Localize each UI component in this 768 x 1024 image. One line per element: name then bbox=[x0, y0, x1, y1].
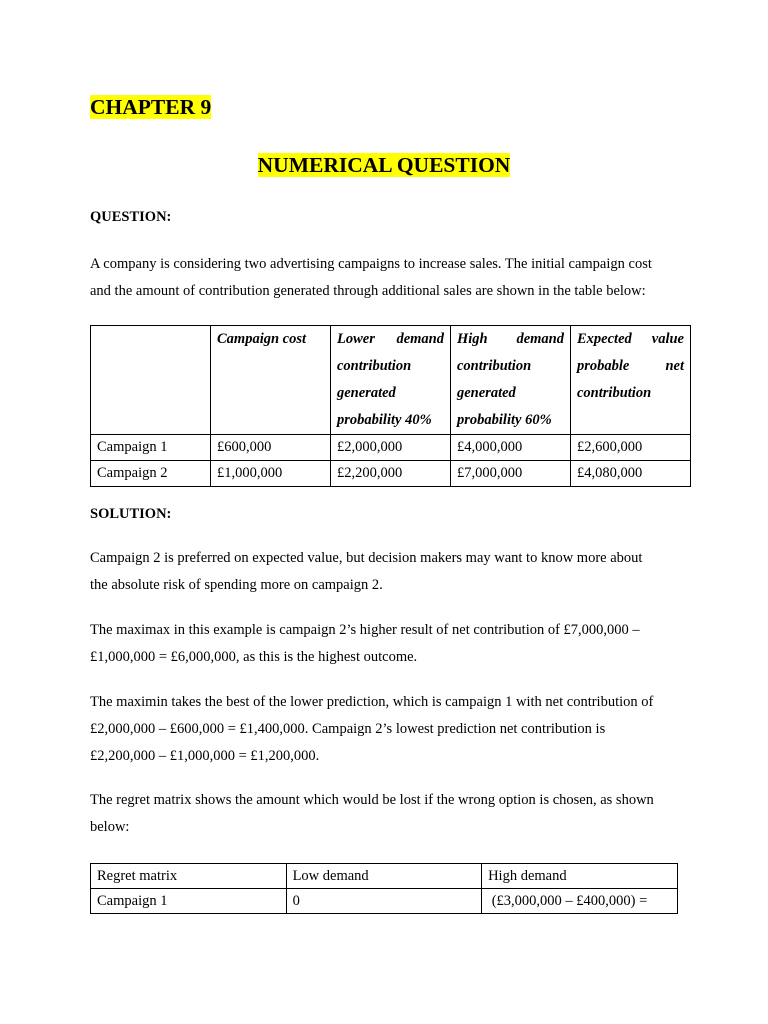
question-paragraph bbox=[90, 251, 690, 305]
solution-line: £2,000,000 – £600,000 = £1,400,000. Campaign 2’s lowest prediction net contribution is bbox=[90, 721, 606, 737]
solution-paragraph bbox=[90, 617, 690, 671]
table-header-cell: Lower demand contribution generated probability 40% bbox=[331, 326, 451, 435]
solution-line: below: bbox=[90, 819, 130, 835]
question-line: A company is considering two advertising campaigns to increase sales. The initial campaign cost bbox=[90, 256, 652, 272]
table-cell: £4,000,000 bbox=[451, 435, 571, 461]
table-cell: £600,000 bbox=[211, 435, 331, 461]
solution-line: The maximin takes the best of the lower prediction, which is campaign 1 with net contribution of bbox=[90, 694, 654, 710]
solution-line: the absolute risk of spending more on campaign 2. bbox=[90, 577, 383, 593]
chapter-heading bbox=[90, 92, 211, 122]
solution-line: The regret matrix shows the amount which would be lost if the wrong option is chosen, as shown bbox=[90, 792, 654, 808]
table-cell: £4,080,000 bbox=[571, 461, 691, 487]
table-header-row bbox=[91, 864, 678, 889]
table-cell: £2,000,000 bbox=[331, 435, 451, 461]
table-header-cell: Low demand bbox=[286, 864, 482, 889]
table-cell: 0 bbox=[286, 889, 482, 914]
table-cell: £2,600,000 bbox=[571, 435, 691, 461]
table-cell: £1,000,000 bbox=[211, 461, 331, 487]
table-header-cell: Regret matrix bbox=[91, 864, 287, 889]
table-cell: Campaign 1 bbox=[91, 435, 211, 461]
table-row bbox=[91, 461, 691, 487]
table-header-cell: Campaign cost bbox=[211, 326, 331, 435]
table-header-cell bbox=[91, 326, 211, 435]
table-row bbox=[91, 889, 678, 914]
chapter-heading-text: CHAPTER 9 bbox=[90, 95, 212, 119]
question-label: QUESTION: bbox=[90, 209, 172, 225]
table-header-row bbox=[91, 326, 691, 435]
table-cell: (£3,000,000 – £400,000) = bbox=[482, 889, 678, 914]
table-row bbox=[91, 435, 691, 461]
section-title-text: NUMERICAL QUESTION bbox=[257, 153, 511, 177]
solution-line: £2,200,000 – £1,000,000 = £1,200,000. bbox=[90, 748, 320, 764]
table-header-cell: High demand bbox=[482, 864, 678, 889]
solution-line: The maximax in this example is campaign 2’s higher result of net contribution of £7,000,000 – bbox=[90, 622, 640, 638]
regret-matrix-table bbox=[90, 863, 678, 914]
solution-line: £1,000,000 = £6,000,000, as this is the highest outcome. bbox=[90, 649, 418, 665]
question-line: and the amount of contribution generated through additional sales are shown in the table below: bbox=[90, 283, 646, 299]
table-cell: £7,000,000 bbox=[451, 461, 571, 487]
campaign-table bbox=[90, 325, 691, 487]
solution-line: Campaign 2 is preferred on expected value, but decision makers may want to know more about bbox=[90, 550, 643, 566]
solution-label: SOLUTION: bbox=[90, 506, 172, 522]
section-title bbox=[0, 150, 768, 180]
table-cell: £2,200,000 bbox=[331, 461, 451, 487]
table-cell: Campaign 1 bbox=[91, 889, 287, 914]
table-header-cell: Expected value probable net contribution bbox=[571, 326, 691, 435]
solution-paragraph bbox=[90, 787, 690, 841]
table-cell: Campaign 2 bbox=[91, 461, 211, 487]
solution-paragraph bbox=[90, 545, 690, 599]
table-header-cell: High demand contribution generated probability 60% bbox=[451, 326, 571, 435]
solution-paragraph bbox=[90, 689, 690, 770]
